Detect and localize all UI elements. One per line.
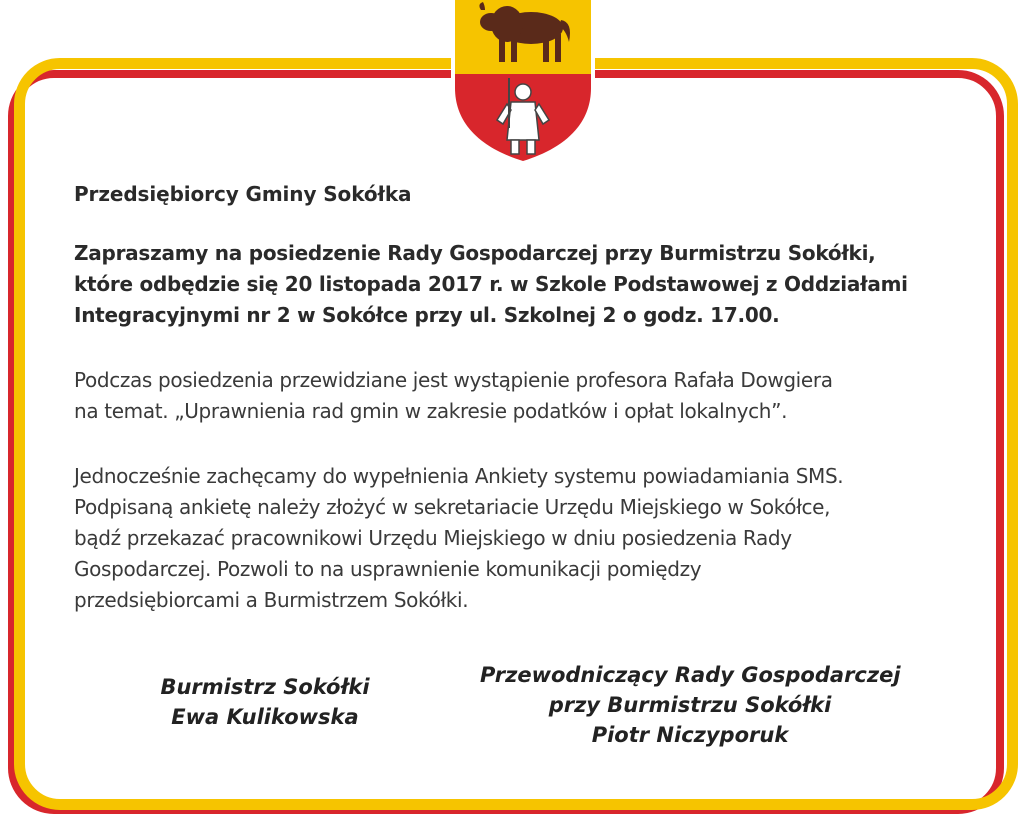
recipient-heading: Przedsiębiorcy Gminy Sokółka [74, 182, 412, 206]
signature-title-line: Przewodniczący Rady Gospodarczej [480, 663, 901, 687]
signature-mayor [130, 672, 400, 732]
signature-title-line: przy Burmistrzu Sokółki [548, 693, 832, 717]
lecture-line: na temat. „Uprawnienia rad gmin w zakresie podatków i opłat lokalnych”. [74, 399, 788, 423]
invitation-paragraph [74, 238, 974, 331]
survey-line: przedsiębiorcami a Burmistrzem Sokółki. [74, 588, 469, 612]
survey-line: Jednocześnie zachęcamy do wypełnienia Ankiety systemu powiadamiania SMS. [74, 464, 844, 488]
survey-line: Gospodarczej. Pozwoli to na usprawnienie komunikacji pomiędzy [74, 557, 702, 581]
survey-paragraph [74, 461, 974, 616]
lecture-paragraph [74, 365, 974, 427]
coat-of-arms [451, 0, 595, 163]
document-body [74, 180, 974, 650]
survey-line: Podpisaną ankietę należy złożyć w sekretariacie Urzędu Miejskiego w Sokółce, [74, 495, 831, 519]
invitation-line: Zapraszamy na posiedzenie Rady Gospodarczej przy Burmistrzu Sokółki, [74, 241, 876, 265]
signature-council-chair [480, 660, 900, 750]
lecture-line: Podczas posiedzenia przewidziane jest wystąpienie profesora Rafała Dowgiera [74, 368, 833, 392]
signature-name: Piotr Niczyporuk [591, 723, 789, 747]
invitation-line: które odbędzie się 20 listopada 2017 r. w Szkole Podstawowej z Oddziałami [74, 272, 908, 296]
signature-name: Ewa Kulikowska [171, 705, 359, 729]
survey-line: bądź przekazać pracownikowi Urzędu Miejskiego w dniu posiedzenia Rady [74, 526, 792, 550]
signature-title: Burmistrz Sokółki [160, 675, 370, 699]
coat-of-arms-icon [451, 0, 595, 163]
invitation-line: Integracyjnymi nr 2 w Sokółce przy ul. Szkolnej 2 o godz. 17.00. [74, 303, 780, 327]
